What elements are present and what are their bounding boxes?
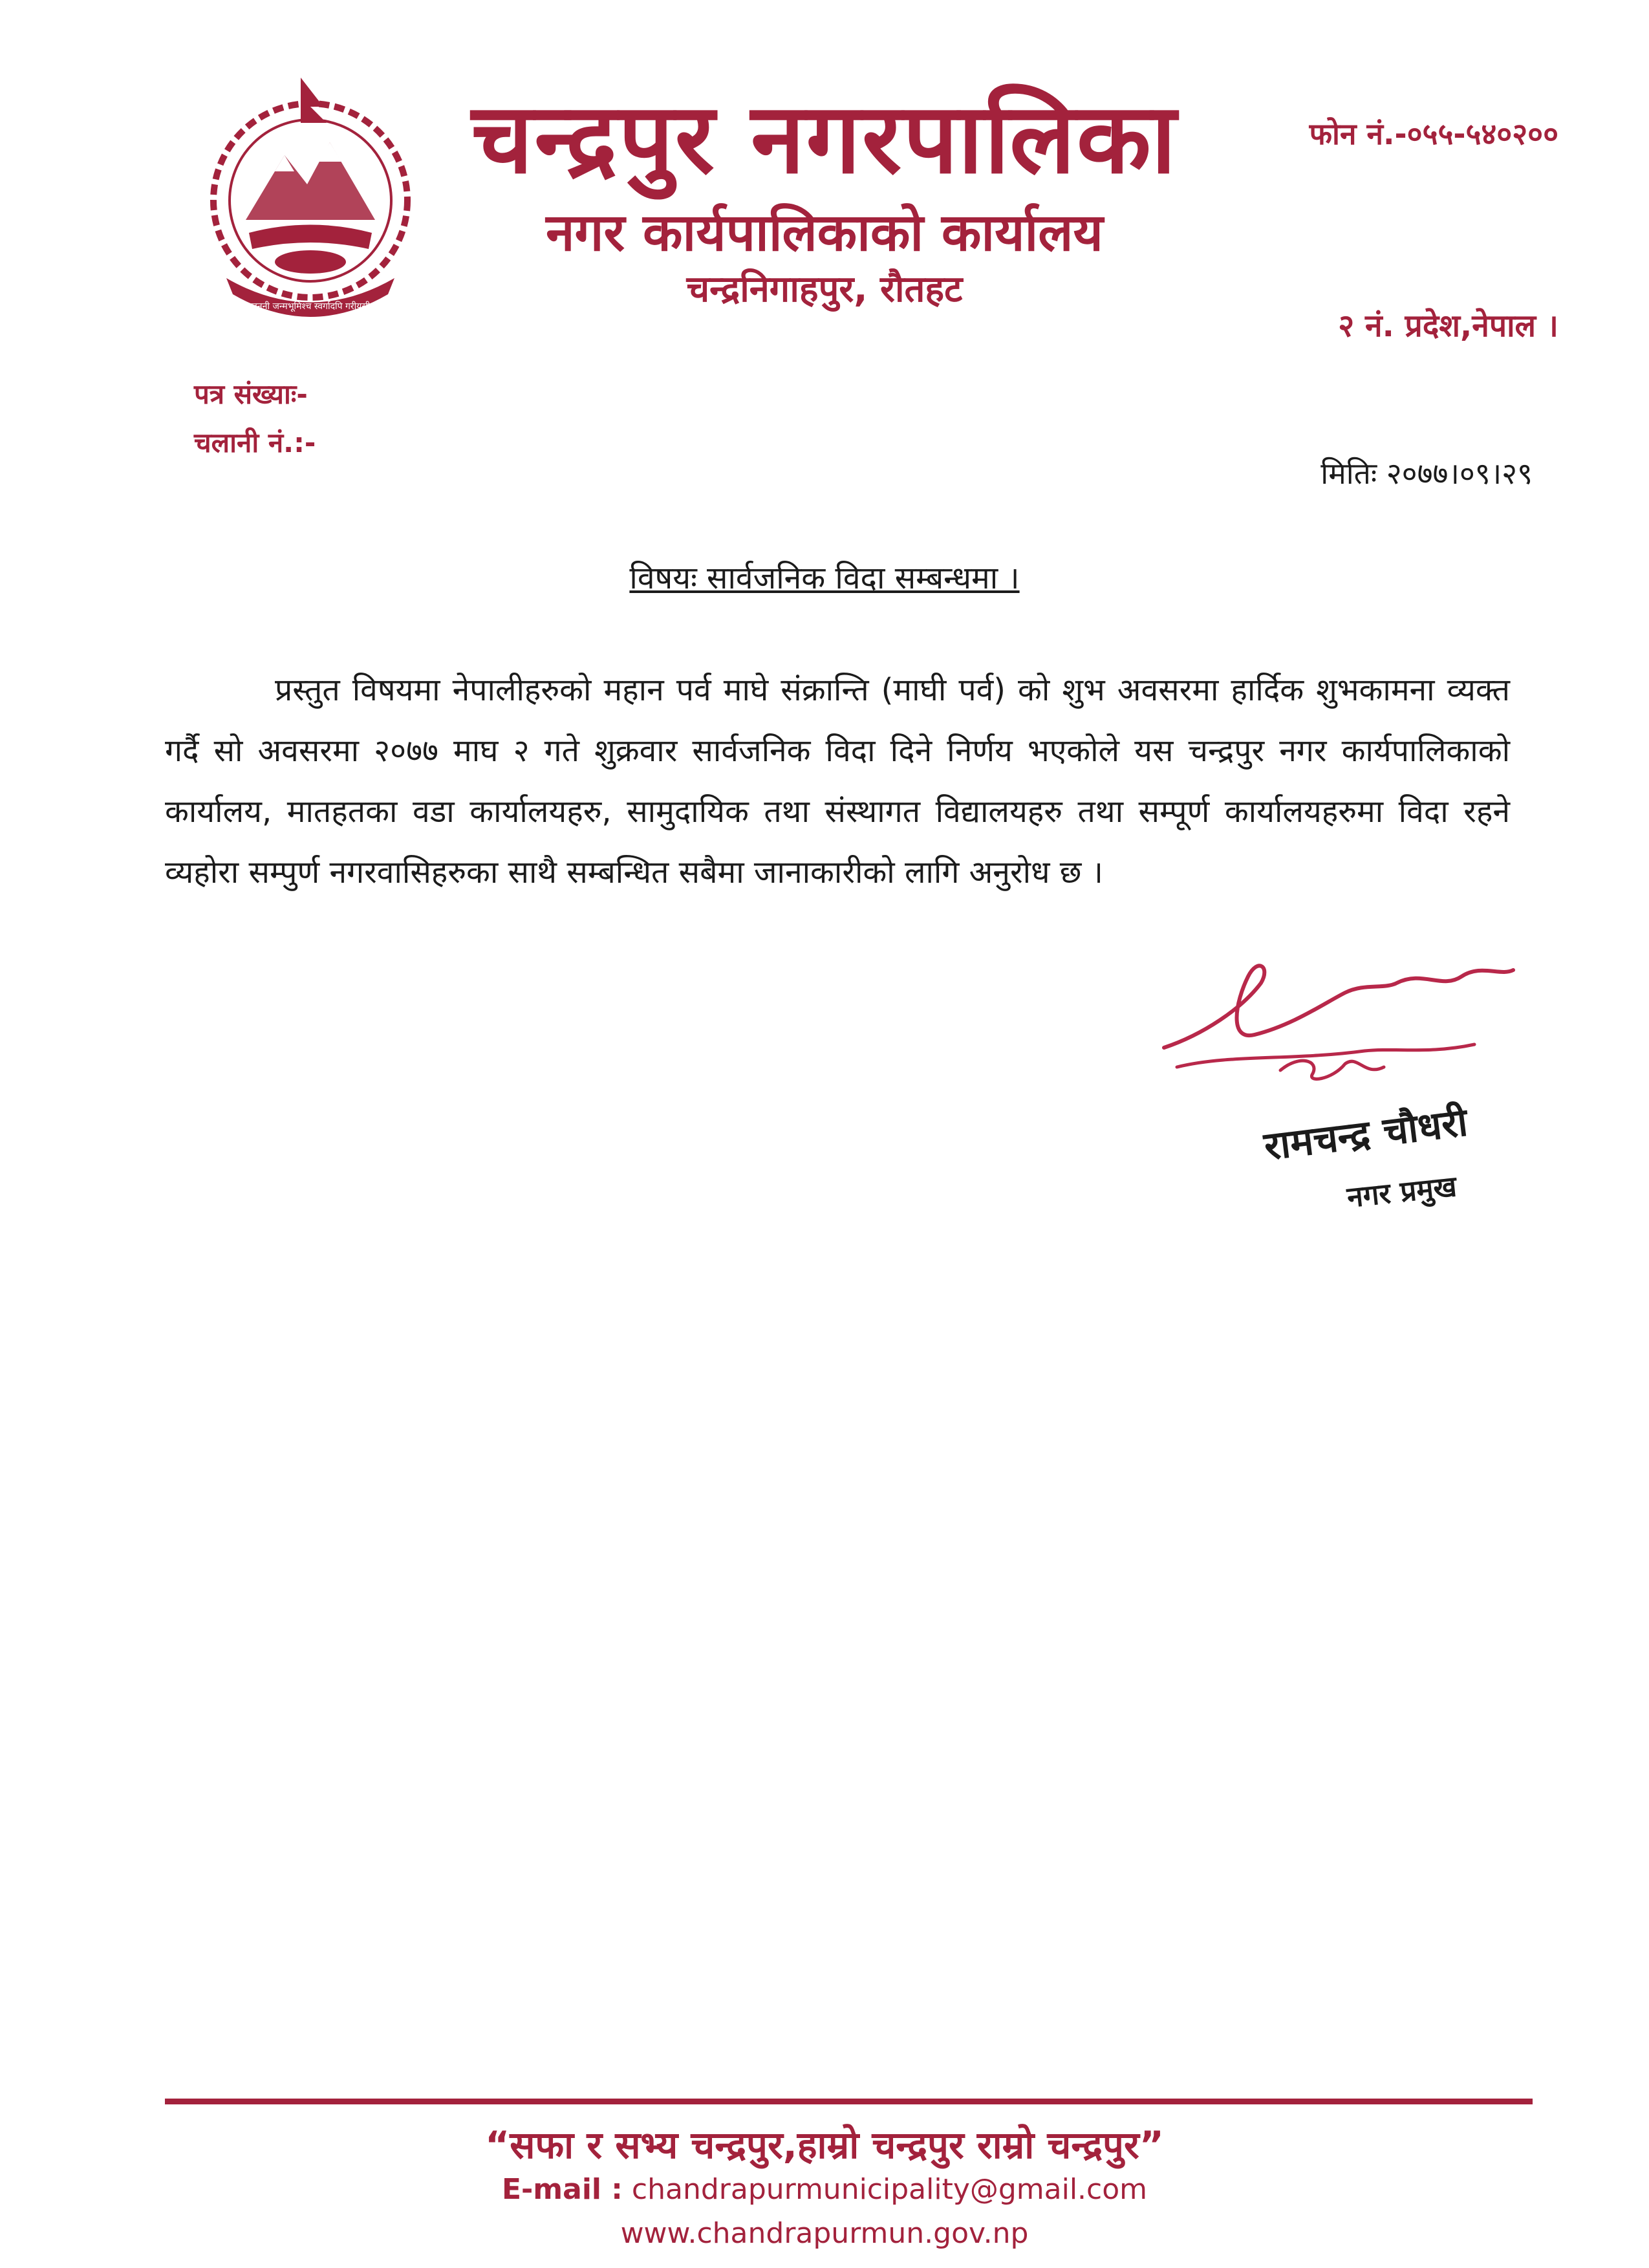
subject-text: विषयः सार्वजनिक विदा सम्बन्धमा ।: [629, 560, 1020, 596]
phone-number: फोन नं.-०५५-५४०२००: [1309, 116, 1558, 151]
subject-line: [0, 556, 1649, 598]
footer-email: [0, 2173, 1649, 2206]
signatory-name: रामचन्द्र चौधरी: [1262, 1099, 1471, 1170]
letter-number-label: पत्र संख्याः-: [194, 378, 308, 410]
letter-body: प्रस्तुत विषयमा नेपालीहरुको महान पर्व माघे संक्रान्ति (माघी पर्व) को शुभ अवसरमा हार्दिक शुभकामना व्यक्त गर्दै सो अवसरमा २०७७ माघ २ गते शुक्रवार सार्वजनिक विदा दिने निर्णय भएकोले यस चन्द्रपुर नगर कार्यपालिकाको कार्यालय, मातहतका वडा कार्यालयहरु, सामुदायिक तथा संस्थागत विद्यालयहरु तथा सम्पूर्ण कार्यालयहरुमा विदा रहने व्यहोरा सम्पुर्ण नगरवासिहरुका साथै सम्बन्धित सबैमा जानाकारीको लागि अनुरोध छ ।: [165, 672, 1510, 891]
email-label: E-mail :: [501, 2173, 623, 2206]
email-address[interactable]: chandrapurmunicipality@gmail.com: [631, 2173, 1148, 2206]
footer-website[interactable]: www.chandrapurmun.gov.np: [620, 2217, 1029, 2250]
signature-icon: [1151, 931, 1526, 1093]
dispatch-number-label: चलानी नं.:-: [194, 427, 316, 459]
municipality-title: चन्द्रपुर नगरपालिका: [471, 83, 1178, 195]
footer-divider: [165, 2099, 1533, 2104]
signatory-title: नगर प्रमुख: [1345, 1170, 1458, 1215]
office-address: चन्द्रनिगाहपुर, रौतहट: [686, 268, 963, 310]
emblem-motto: जननी जन्मभूमिश्च स्वर्गादपि गरीयसी: [250, 301, 371, 312]
footer-slogan: “सफा र सभ्य चन्द्रपुर,हाम्रो चन्द्रपुर राम्रो चन्द्रपुर”: [485, 2123, 1164, 2167]
office-subtitle: नगर कार्यपालिकाको कार्यालय: [546, 202, 1103, 263]
letter-date: मितिः २०७७।०९।२९: [1320, 456, 1533, 491]
province-label: २ नं. प्रदेश,नेपाल ।: [1338, 308, 1558, 344]
